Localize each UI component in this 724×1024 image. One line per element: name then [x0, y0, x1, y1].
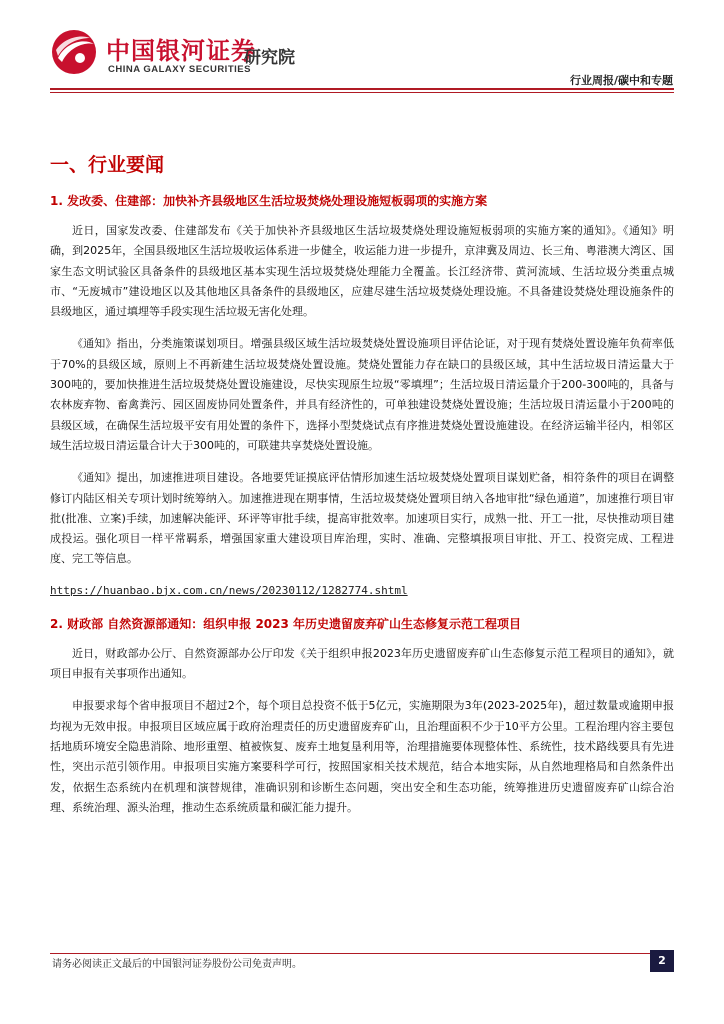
doc-type-label: 行业周报/碳中和专题 — [569, 74, 673, 87]
footer-disclaimer: 请务必阅读正文最后的中国银河证券股份公司免责声明。 — [52, 959, 302, 970]
paragraph: 《通知》指出，分类施策谋划项目。增强县级区域生活垃圾焚烧处置设施项目评估论证，对于现有焚烧处置设施年负荷率低于70%的县级区域，原则上不再新建生活垃圾焚烧处置设施。焚烧处置能力存在缺口的县级区域，其中生活垃圾日清运量大于300吨的，要加快推进生活垃圾焚烧处置设施建设，尽快实现原生垃圾“零填埋”；生活垃圾日清运量介于200-300吨的，具备与农林废弃物、畜禽粪污、园区固废协同处置条件，并具有经济性的，可单独建设焚烧处置设施；生活垃圾日清运量小于200吨的县级区域，在确保生活垃圾平安有用处置的条件下，选择小型焚烧试点有序推进焚烧处置设施建设。在经济运输半径内，相邻区域生活垃圾日清运量合计大于300吨的，可联建共享焚烧处置设施。 — [50, 337, 674, 452]
page-number: 2 — [650, 950, 674, 972]
news-title: 1. 发改委、住建部：加快补齐县级地区生活垃圾焚烧处理设施短板弱项的实施方案 — [50, 194, 488, 208]
paragraph: 《通知》提出，加速推进项目建设。各地要凭证摸底评估情形加速生活垃圾焚烧处置项目谋划贮备，相符条件的项目在调整修订内陆区相关专项计划时统筹纳入。加速推进现在期事情，生活垃圾焚烧处置项目纳入各地审批“绿色通道”，加速推行项目审批(批准、立案)手续，加速解决能评、环评等审批手续，提高审批效率。加速项目实行，成熟一批、开工一批，尽快推动项目建成投运。强化项目一样平常羁系，增强国家重大建设项目库治理，实时、准确、完整填报项目审批、开工、投资完成、工程进度、完工等信息。 — [50, 471, 674, 566]
news-title: 2. 财政部 自然资源部通知：组织申报 2023 年历史遗留废弃矿山生态修复示范工程项目 — [50, 616, 522, 631]
company-name-en: CHINA GALAXY SECURITIES — [108, 64, 251, 75]
source-link[interactable]: https://huanbao.bjx.com.cn/news/20230112/1282774.shtml — [50, 583, 408, 597]
main-content — [50, 150, 674, 818]
news-item — [50, 191, 674, 600]
paragraph: 申报要求每个省申报项目不超过2个，每个项目总投资不低于5亿元，实施期限为3年(2023-2025年)，超过数量或逾期申报均视为无效申报。申报项目区域应属于政府治理责任的历史遗留废弃矿山，且治理面积不少于10平方公里。工程治理内容主要包括地质环境安全隐患消除、地形重塑、植被恢复、废弃土地复垦利用等，治理措施要体现整体性、系统性，技术路线要具有先进性，突出示范引领作用。申报项目实施方案要科学可行，按照国家相关技术规范，结合本地实际，从自然地理格局和自然条件出发，依据生态系统内在机理和演替规律，准确识别和诊断生态问题，突出安全和生态功能，统筹推进历史遗留废弃矿山综合治理、系统治理、源头治理，推动生态系统质量和碳汇能力提升。 — [50, 699, 674, 814]
paragraph: 近日，国家发改委、住建部发布《关于加快补齐县级地区生活垃圾焚烧处理设施短板弱项的实施方案的通知》。《通知》明确，到2025年，全国县级地区生活垃圾收运体系进一步健全，收运能力进一步提升，京津冀及周边、长三角、粤港澳大湾区、国家生态文明试验区具备条件的县级地区基本实现生活垃圾焚烧处理能力全覆盖。长江经济带、黄河流域、生活垃圾分类重点城市、“无废城市”建设地区以及其他地区具备条件的县级地区，应建尽建生活垃圾焚烧处理设施。不具备建设焚烧处理设施条件的县级地区，通过填埋等手段实现生活垃圾无害化处理。 — [50, 224, 674, 319]
page-header — [0, 0, 724, 96]
paragraph: 近日，财政部办公厅、自然资源部办公厅印发《关于组织申报2023年历史遗留废弃矿山生态修复示范工程项目的通知》，就项目申报有关事项作出通知。 — [50, 646, 674, 681]
institute-label: 研究院 — [244, 48, 295, 68]
company-name-cn: 中国银河证券 — [106, 37, 256, 65]
header-divider-thin — [50, 92, 674, 93]
section-title: 一、行业要闻 — [50, 154, 165, 176]
footer-divider — [50, 953, 674, 954]
news-item — [50, 614, 674, 818]
header-divider — [50, 88, 674, 90]
galaxy-logo-icon — [50, 28, 98, 76]
